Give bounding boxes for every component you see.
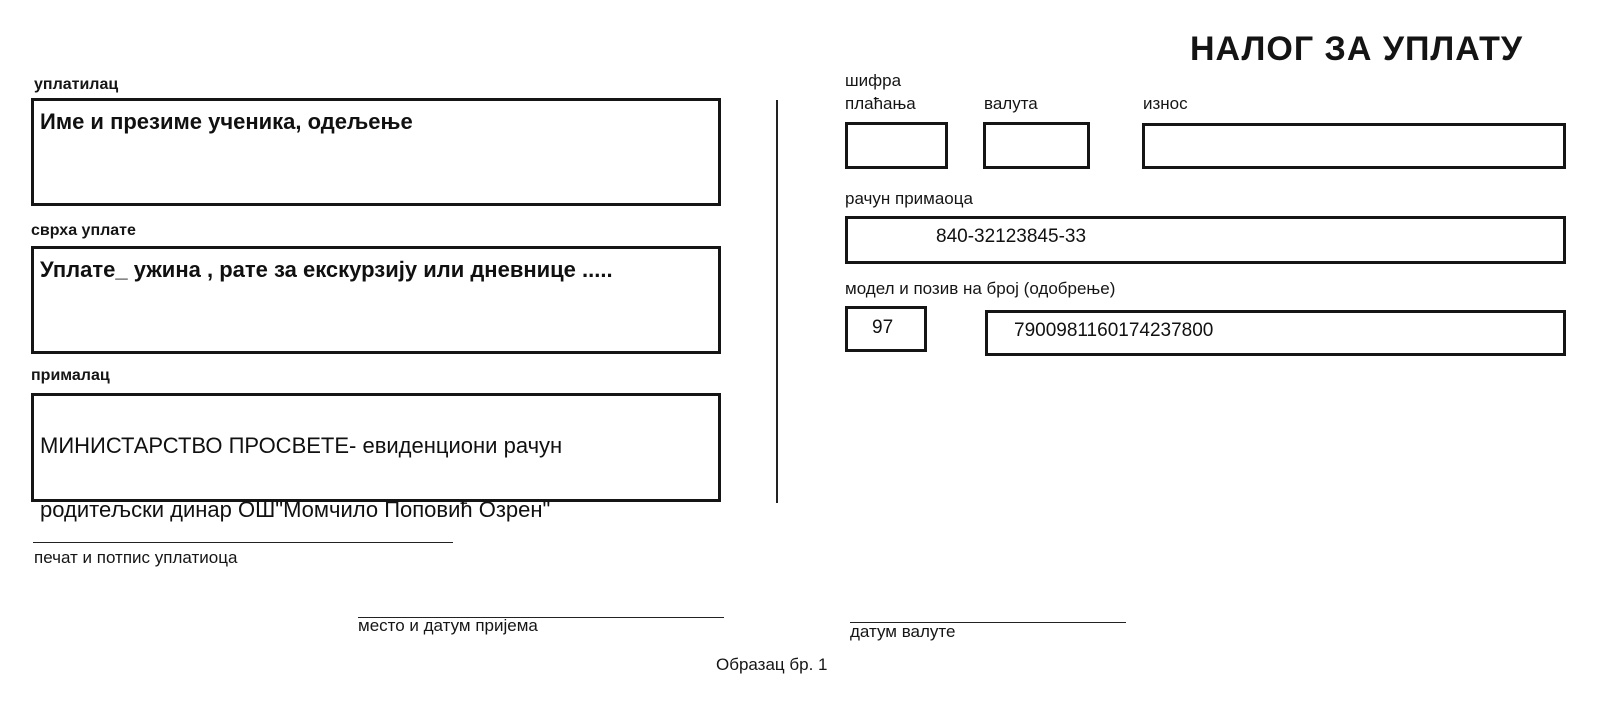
payer-field[interactable] [31,98,721,206]
payment-code-label-line1: шифра [845,71,902,90]
purpose-field[interactable] [31,246,721,354]
account-value: 840-32123845-33 [936,226,1087,247]
place-date-label: место и датум пријема [358,616,538,635]
column-divider [776,100,778,503]
recipient-field[interactable] [31,393,721,522]
signature-line [33,542,453,543]
purpose-label: сврха уплате [31,222,136,239]
payer-value: Име и презиме ученика, одељење [40,109,413,134]
recipient-line-2: родитељски динар ОШ"Момчило Поповић Озрен" [40,496,551,522]
model-value: 97 [872,317,894,338]
form-title: НАЛОГ ЗА УПЛАТУ [1190,30,1524,68]
signature-label: печат и потпис уплатиоца [34,548,238,567]
payment-code-label-line2: плаћања [845,94,916,113]
reference-number-field[interactable] [985,310,1566,356]
recipient-label: прималац [31,367,110,384]
reference-label: модел и позив на број (одобрење) [845,279,1116,298]
payer-label: уплатилац [34,76,119,93]
value-date-label: датум валуте [850,622,956,641]
account-label: рачун примаоца [845,189,973,208]
currency-field[interactable] [983,122,1090,169]
amount-field[interactable] [1142,123,1566,169]
model-field[interactable] [845,306,927,352]
amount-label: износ [1143,94,1188,113]
account-field[interactable] [845,216,1566,264]
form-number: Образац бр. 1 [716,655,828,674]
purpose-value: Уплате_ ужина , рате за екскурзију или дневнице ..... [40,257,613,282]
currency-label: валута [984,94,1038,113]
recipient-line-1: МИНИСТАРСТВО ПРОСВЕТЕ- евиденциони рачун [40,432,563,458]
reference-number-value: 7900981160174237800 [1014,320,1214,341]
payment-code-field[interactable] [845,122,948,169]
